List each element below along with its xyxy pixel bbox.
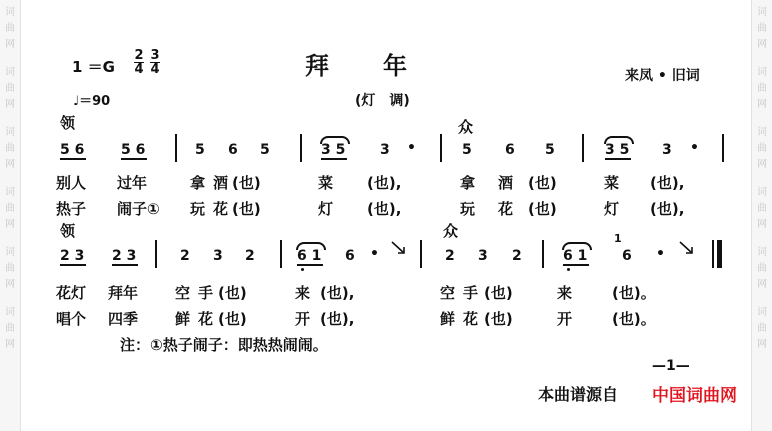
note-group: 3 5 [605,142,630,158]
watermark-char: 曲 [757,23,767,34]
time-sig-denominator: 4 [150,62,160,77]
lyric: 别人 [56,174,87,192]
lyric: (也), [367,200,402,218]
watermark-char: 曲 [757,263,767,274]
lyric: (也), [320,310,355,328]
watermark-char: 网 [5,159,15,170]
chorus-label: 众 [458,118,474,136]
note: 5 [260,142,270,158]
lyric: (也) [528,174,557,192]
note: 3 [213,248,223,264]
lyric: 过年 [117,174,148,192]
note: 6 [505,142,515,158]
note: 6 [345,248,355,264]
lyric: 拿 [190,174,206,192]
lyric: (也), [650,174,685,192]
watermark-char: 网 [757,279,767,290]
watermark-char: 词 [5,67,15,78]
watermark-char: 网 [757,339,767,350]
lyric: (也) [232,174,261,192]
watermark-char: 词 [757,127,767,138]
extension-dot: • [370,246,379,262]
time-signature-3-4 [150,50,160,75]
note: 5 [195,142,205,158]
watermark-char: 词 [5,187,15,198]
style-label: (灯 调) [355,93,410,109]
lyric: 来 [295,284,311,302]
note: 2 [445,248,455,264]
watermark-char: 网 [5,339,15,350]
lyric: (也) [232,200,261,218]
lyric: 灯 [604,200,620,218]
credit: 来凤 • 旧词 [625,68,700,84]
lyric: 手 [198,284,214,302]
lyric: 灯 [318,200,334,218]
lyric: 拜年 [108,284,139,302]
watermark-strip-right [751,0,772,431]
time-signature-2-4 [134,50,144,75]
watermark-char: 网 [757,99,767,110]
lyric: 四季 [108,310,139,328]
lyric: 酒 [213,174,229,192]
watermark-char: 词 [757,7,767,18]
tempo: ♩＝90 [73,94,111,109]
watermark-char: 词 [757,247,767,258]
extension-dot: • [407,140,416,156]
barline [300,134,302,162]
final-barline-thick [717,240,722,268]
watermark-char: 词 [5,247,15,258]
lyric: 菜 [318,174,334,192]
watermark-char: 曲 [757,83,767,94]
song-title: 拜 年 [305,52,409,80]
watermark-char: 曲 [5,83,15,94]
lyric: 唱个 [56,310,87,328]
note-group: 6 1 [297,248,322,264]
lyric: (也) [218,284,247,302]
note: 5 [462,142,472,158]
lyric: (也) [218,310,247,328]
watermark-char: 词 [5,127,15,138]
lyric: (也), [367,174,402,192]
watermark-char: 曲 [757,323,767,334]
site-link[interactable]: 中国词曲网 [652,386,737,406]
watermark-char: 词 [757,307,767,318]
lyric: 酒 [498,174,514,192]
lyric: 菜 [604,174,620,192]
page-number: —1— [652,358,690,374]
watermark-char: 曲 [5,263,15,274]
note-group: 2 3 [112,248,137,264]
time-sig-denominator: 4 [134,62,144,77]
lyric: 花灯 [56,284,87,302]
watermark-char: 网 [757,219,767,230]
barline [440,134,442,162]
lyric: (也), [320,284,355,302]
lyric: 开 [557,310,573,328]
glissando-arrow-icon [678,240,696,256]
time-sig-numerator: 2 [134,48,144,63]
lyric: 鲜 [175,310,191,328]
watermark-char: 网 [5,39,15,50]
barline [175,134,177,162]
lyric: (也)。 [612,284,656,302]
lyric: 手 [463,284,479,302]
watermark-char: 网 [5,99,15,110]
extension-dot: • [690,140,699,156]
lyric: 花 [463,310,479,328]
key-signature: 1 ＝G [72,58,115,76]
grace-note: 1 [614,232,622,245]
lyric: 空 [440,284,456,302]
lyric: 玩 [190,200,206,218]
watermark-char: 曲 [5,143,15,154]
note-group: 2 3 [60,248,85,264]
watermark-char: 词 [757,187,767,198]
watermark-char: 网 [757,39,767,50]
lyric: (也) [484,284,513,302]
note-group: 3 5 [321,142,346,158]
lyric: 来 [557,284,573,302]
note-group: 6 1 [563,248,588,264]
lead-label: 领 [60,114,76,132]
watermark-char: 曲 [5,23,15,34]
barline [582,134,584,162]
footnote: 注：①热子闹子：即热热闹闹。 [120,336,328,354]
barline [155,240,157,268]
note: 2 [180,248,190,264]
note: 6 [622,248,632,264]
note: 5 [545,142,555,158]
note: 3 [478,248,488,264]
watermark-char: 网 [5,279,15,290]
barline [420,240,422,268]
time-sig-numerator: 3 [150,48,160,63]
note: 3 [662,142,672,158]
lead-label: 领 [60,222,76,240]
watermark-char: 曲 [757,143,767,154]
barline [280,240,282,268]
lyric: 玩 [460,200,476,218]
lyric: 花 [198,310,214,328]
barline [722,134,724,162]
watermark-char: 曲 [757,203,767,214]
watermark-char: 曲 [5,203,15,214]
glissando-arrow-icon [390,240,408,256]
watermark-char: 词 [5,307,15,318]
lyric: 闹子① [117,200,160,218]
note-group: 5 6 [60,142,85,158]
lyric: 花 [498,200,514,218]
barline [542,240,544,268]
lyric: 鲜 [440,310,456,328]
watermark-char: 曲 [5,323,15,334]
lyric: 热子 [56,200,87,218]
lyric: 花 [213,200,229,218]
watermark-char: 网 [5,219,15,230]
extension-dot: • [656,246,665,262]
lyric: (也)。 [612,310,656,328]
lyric: (也) [484,310,513,328]
lyric: 开 [295,310,311,328]
watermark-char: 词 [5,7,15,18]
note: 6 [228,142,238,158]
watermark-char: 网 [757,159,767,170]
final-barline-thin [712,240,714,268]
note: 2 [512,248,522,264]
lyric: (也) [528,200,557,218]
lyric: 拿 [460,174,476,192]
note: 3 [380,142,390,158]
note: 2 [245,248,255,264]
chorus-label: 众 [443,222,459,240]
source-label: 本曲谱源自 [538,385,619,404]
note-group: 5 6 [121,142,146,158]
lyric: (也), [650,200,685,218]
watermark-strip-left [0,0,21,431]
lyric: 空 [175,284,191,302]
watermark-char: 词 [757,67,767,78]
